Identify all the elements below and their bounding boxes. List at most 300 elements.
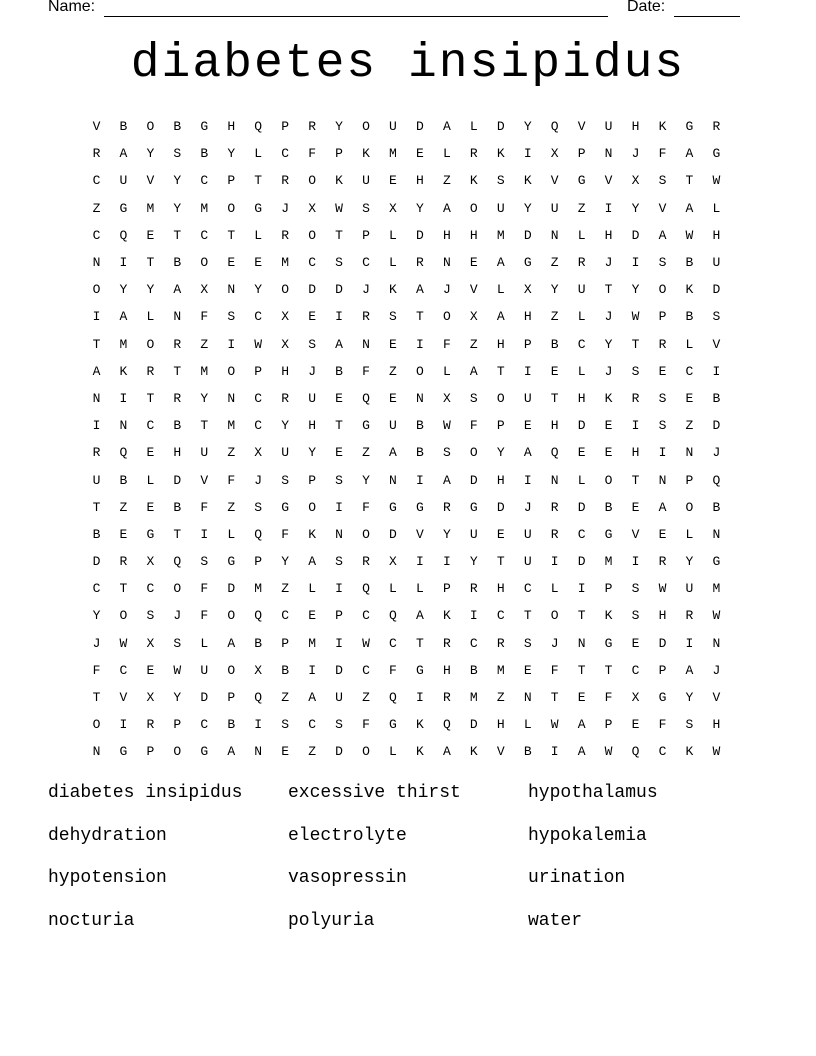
grid-cell[interactable]: H bbox=[308, 418, 316, 434]
grid-cell[interactable]: S bbox=[335, 472, 343, 488]
grid-cell[interactable]: I bbox=[550, 744, 559, 760]
grid-cell[interactable]: E bbox=[308, 309, 316, 325]
grid-cell[interactable]: D bbox=[712, 282, 721, 298]
grid-cell[interactable]: C bbox=[308, 717, 316, 733]
grid-cell[interactable]: G bbox=[416, 662, 424, 678]
grid-cell[interactable]: T bbox=[416, 635, 424, 651]
grid-cell[interactable]: B bbox=[200, 146, 209, 162]
grid-cell[interactable]: K bbox=[389, 282, 397, 298]
grid-cell[interactable]: Y bbox=[523, 200, 532, 216]
grid-cell[interactable]: N bbox=[577, 635, 586, 651]
grid-cell[interactable]: L bbox=[389, 581, 397, 597]
grid-cell[interactable]: T bbox=[173, 363, 182, 379]
grid-cell[interactable]: L bbox=[685, 336, 694, 352]
grid-cell[interactable]: D bbox=[335, 662, 343, 678]
grid-cell[interactable]: L bbox=[685, 526, 694, 542]
grid-cell[interactable]: D bbox=[631, 227, 640, 243]
grid-cell[interactable]: L bbox=[496, 282, 505, 298]
grid-cell[interactable]: K bbox=[442, 608, 451, 624]
grid-cell[interactable]: S bbox=[362, 200, 370, 216]
grid-cell[interactable]: G bbox=[281, 499, 290, 515]
grid-cell[interactable]: C bbox=[92, 227, 101, 243]
grid-cell[interactable]: N bbox=[416, 390, 424, 406]
grid-cell[interactable]: E bbox=[119, 526, 128, 542]
grid-cell[interactable]: W bbox=[604, 744, 613, 760]
grid-cell[interactable]: S bbox=[281, 717, 290, 733]
grid-cell[interactable]: Q bbox=[550, 445, 559, 461]
grid-cell[interactable]: X bbox=[389, 200, 397, 216]
grid-cell[interactable]: Z bbox=[227, 445, 236, 461]
grid-cell[interactable]: I bbox=[308, 662, 316, 678]
grid-cell[interactable]: L bbox=[712, 200, 721, 216]
grid-cell[interactable]: P bbox=[146, 744, 155, 760]
grid-cell[interactable]: U bbox=[308, 390, 316, 406]
grid-cell[interactable]: Y bbox=[173, 200, 182, 216]
grid-cell[interactable]: C bbox=[389, 635, 397, 651]
grid-cell[interactable]: J bbox=[604, 363, 613, 379]
grid-cell[interactable]: P bbox=[658, 662, 667, 678]
grid-cell[interactable]: G bbox=[577, 173, 586, 189]
grid-cell[interactable]: F bbox=[658, 717, 667, 733]
grid-cell[interactable]: D bbox=[200, 690, 209, 706]
grid-cell[interactable]: M bbox=[496, 227, 505, 243]
grid-cell[interactable]: A bbox=[416, 282, 424, 298]
grid-cell[interactable]: R bbox=[416, 255, 424, 271]
grid-cell[interactable]: D bbox=[389, 526, 397, 542]
grid-cell[interactable]: H bbox=[712, 227, 721, 243]
grid-cell[interactable]: Y bbox=[631, 282, 640, 298]
grid-cell[interactable]: P bbox=[308, 472, 316, 488]
grid-cell[interactable]: Z bbox=[362, 690, 370, 706]
grid-cell[interactable]: I bbox=[335, 309, 343, 325]
grid-cell[interactable]: U bbox=[200, 662, 209, 678]
grid-cell[interactable]: W bbox=[685, 227, 694, 243]
grid-cell[interactable]: X bbox=[200, 282, 209, 298]
grid-cell[interactable]: V bbox=[712, 336, 721, 352]
grid-cell[interactable]: I bbox=[92, 418, 101, 434]
grid-cell[interactable]: M bbox=[281, 255, 290, 271]
grid-cell[interactable]: N bbox=[712, 635, 721, 651]
grid-cell[interactable]: P bbox=[604, 717, 613, 733]
grid-cell[interactable]: D bbox=[308, 282, 316, 298]
grid-cell[interactable]: I bbox=[442, 554, 451, 570]
grid-cell[interactable]: W bbox=[335, 200, 343, 216]
grid-cell[interactable]: G bbox=[523, 255, 532, 271]
grid-cell[interactable]: B bbox=[281, 662, 290, 678]
grid-cell[interactable]: A bbox=[685, 200, 694, 216]
grid-cell[interactable]: Y bbox=[523, 119, 532, 135]
grid-cell[interactable]: K bbox=[685, 744, 694, 760]
grid-cell[interactable]: W bbox=[712, 608, 721, 624]
grid-cell[interactable]: C bbox=[362, 255, 370, 271]
grid-cell[interactable]: C bbox=[577, 336, 586, 352]
grid-cell[interactable]: W bbox=[631, 309, 640, 325]
grid-cell[interactable]: L bbox=[227, 526, 236, 542]
grid-cell[interactable]: T bbox=[146, 255, 155, 271]
grid-cell[interactable]: T bbox=[92, 690, 101, 706]
grid-cell[interactable]: Y bbox=[200, 390, 209, 406]
grid-cell[interactable]: O bbox=[362, 119, 370, 135]
grid-cell[interactable]: B bbox=[416, 445, 424, 461]
grid-cell[interactable]: H bbox=[550, 418, 559, 434]
grid-cell[interactable]: L bbox=[523, 717, 532, 733]
grid-cell[interactable]: B bbox=[173, 418, 182, 434]
grid-cell[interactable]: E bbox=[227, 255, 236, 271]
grid-cell[interactable]: T bbox=[227, 227, 236, 243]
grid-cell[interactable]: F bbox=[200, 581, 209, 597]
grid-cell[interactable]: V bbox=[469, 282, 478, 298]
grid-cell[interactable]: Z bbox=[442, 173, 451, 189]
grid-cell[interactable]: X bbox=[631, 690, 640, 706]
grid-cell[interactable]: R bbox=[469, 581, 478, 597]
grid-cell[interactable]: D bbox=[469, 472, 478, 488]
grid-cell[interactable]: T bbox=[416, 309, 424, 325]
grid-cell[interactable]: C bbox=[631, 662, 640, 678]
grid-cell[interactable]: V bbox=[604, 173, 613, 189]
grid-cell[interactable]: B bbox=[712, 499, 721, 515]
grid-cell[interactable]: P bbox=[577, 146, 586, 162]
grid-cell[interactable]: Z bbox=[200, 336, 209, 352]
grid-cell[interactable]: R bbox=[281, 390, 290, 406]
grid-cell[interactable]: W bbox=[550, 717, 559, 733]
grid-cell[interactable]: G bbox=[200, 744, 209, 760]
grid-cell[interactable]: C bbox=[308, 255, 316, 271]
grid-cell[interactable]: N bbox=[685, 445, 694, 461]
grid-cell[interactable]: O bbox=[362, 526, 370, 542]
grid-cell[interactable]: D bbox=[496, 119, 505, 135]
grid-cell[interactable]: N bbox=[92, 255, 101, 271]
grid-cell[interactable]: T bbox=[254, 173, 263, 189]
grid-cell[interactable]: L bbox=[577, 363, 586, 379]
grid-cell[interactable]: W bbox=[658, 581, 667, 597]
grid-cell[interactable]: X bbox=[308, 200, 316, 216]
grid-cell[interactable]: A bbox=[173, 282, 182, 298]
grid-cell[interactable]: C bbox=[523, 581, 532, 597]
grid-cell[interactable]: P bbox=[281, 635, 290, 651]
grid-cell[interactable]: Z bbox=[281, 581, 290, 597]
grid-cell[interactable]: H bbox=[496, 717, 505, 733]
grid-cell[interactable]: N bbox=[335, 526, 343, 542]
grid-cell[interactable]: L bbox=[442, 146, 451, 162]
grid-cell[interactable]: E bbox=[389, 173, 397, 189]
grid-cell[interactable]: G bbox=[604, 635, 613, 651]
grid-cell[interactable]: D bbox=[416, 119, 424, 135]
grid-cell[interactable]: E bbox=[577, 445, 586, 461]
grid-cell[interactable]: X bbox=[146, 554, 155, 570]
grid-cell[interactable]: S bbox=[442, 445, 451, 461]
grid-cell[interactable]: K bbox=[416, 744, 424, 760]
grid-cell[interactable]: G bbox=[362, 418, 370, 434]
grid-cell[interactable]: J bbox=[281, 200, 290, 216]
grid-cell[interactable]: G bbox=[146, 526, 155, 542]
grid-cell[interactable]: N bbox=[254, 744, 263, 760]
grid-cell[interactable]: O bbox=[227, 363, 236, 379]
grid-cell[interactable]: F bbox=[604, 690, 613, 706]
grid-cell[interactable]: Y bbox=[631, 200, 640, 216]
grid-cell[interactable]: I bbox=[658, 445, 667, 461]
grid-cell[interactable]: I bbox=[200, 526, 209, 542]
grid-cell[interactable]: T bbox=[92, 336, 101, 352]
grid-cell[interactable]: Z bbox=[550, 255, 559, 271]
grid-cell[interactable]: F bbox=[469, 418, 478, 434]
grid-cell[interactable]: R bbox=[469, 146, 478, 162]
grid-cell[interactable]: B bbox=[173, 119, 182, 135]
grid-cell[interactable]: B bbox=[604, 499, 613, 515]
grid-cell[interactable]: U bbox=[281, 445, 290, 461]
grid-cell[interactable]: Y bbox=[469, 554, 478, 570]
grid-cell[interactable]: S bbox=[146, 608, 155, 624]
grid-cell[interactable]: Q bbox=[550, 119, 559, 135]
grid-cell[interactable]: I bbox=[631, 418, 640, 434]
grid-cell[interactable]: T bbox=[550, 690, 559, 706]
grid-cell[interactable]: Z bbox=[389, 363, 397, 379]
grid-cell[interactable]: U bbox=[389, 119, 397, 135]
grid-cell[interactable]: L bbox=[550, 581, 559, 597]
grid-cell[interactable]: T bbox=[550, 390, 559, 406]
grid-cell[interactable]: M bbox=[119, 336, 128, 352]
grid-cell[interactable]: K bbox=[685, 282, 694, 298]
grid-cell[interactable]: A bbox=[577, 744, 586, 760]
grid-cell[interactable]: O bbox=[442, 309, 451, 325]
grid-cell[interactable]: B bbox=[416, 418, 424, 434]
grid-cell[interactable]: V bbox=[146, 173, 155, 189]
grid-cell[interactable]: F bbox=[362, 499, 370, 515]
grid-cell[interactable]: P bbox=[496, 418, 505, 434]
grid-cell[interactable]: P bbox=[281, 119, 290, 135]
grid-cell[interactable]: C bbox=[496, 608, 505, 624]
grid-cell[interactable]: V bbox=[92, 119, 101, 135]
grid-cell[interactable]: Y bbox=[173, 173, 182, 189]
grid-cell[interactable]: R bbox=[685, 608, 694, 624]
grid-cell[interactable]: F bbox=[200, 608, 209, 624]
grid-cell[interactable]: J bbox=[604, 309, 613, 325]
grid-cell[interactable]: R bbox=[92, 146, 101, 162]
grid-cell[interactable]: U bbox=[362, 173, 370, 189]
grid-cell[interactable]: E bbox=[604, 445, 613, 461]
grid-cell[interactable]: H bbox=[577, 390, 586, 406]
grid-cell[interactable]: P bbox=[173, 717, 182, 733]
grid-cell[interactable]: B bbox=[227, 717, 236, 733]
grid-cell[interactable]: F bbox=[92, 662, 101, 678]
grid-cell[interactable]: R bbox=[146, 363, 155, 379]
grid-cell[interactable]: G bbox=[389, 717, 397, 733]
grid-cell[interactable]: P bbox=[658, 309, 667, 325]
grid-cell[interactable]: H bbox=[416, 173, 424, 189]
grid-cell[interactable]: C bbox=[469, 635, 478, 651]
grid-cell[interactable]: H bbox=[227, 119, 236, 135]
grid-cell[interactable]: P bbox=[227, 690, 236, 706]
grid-cell[interactable]: J bbox=[92, 635, 101, 651]
grid-cell[interactable]: B bbox=[92, 526, 101, 542]
grid-cell[interactable]: S bbox=[469, 390, 478, 406]
grid-cell[interactable]: Y bbox=[281, 554, 290, 570]
grid-cell[interactable]: R bbox=[281, 227, 290, 243]
grid-cell[interactable]: S bbox=[227, 309, 236, 325]
grid-cell[interactable]: X bbox=[146, 635, 155, 651]
grid-cell[interactable]: G bbox=[658, 690, 667, 706]
grid-cell[interactable]: H bbox=[712, 717, 721, 733]
grid-cell[interactable]: H bbox=[631, 119, 640, 135]
grid-cell[interactable]: A bbox=[308, 690, 316, 706]
grid-cell[interactable]: E bbox=[335, 445, 343, 461]
grid-cell[interactable]: K bbox=[335, 173, 343, 189]
grid-cell[interactable]: L bbox=[254, 146, 263, 162]
grid-cell[interactable]: S bbox=[335, 717, 343, 733]
grid-cell[interactable]: A bbox=[442, 119, 451, 135]
grid-cell[interactable]: O bbox=[308, 173, 316, 189]
grid-cell[interactable]: C bbox=[281, 608, 290, 624]
grid-cell[interactable]: L bbox=[389, 744, 397, 760]
grid-cell[interactable]: B bbox=[685, 309, 694, 325]
grid-cell[interactable]: O bbox=[227, 200, 236, 216]
grid-cell[interactable]: W bbox=[442, 418, 451, 434]
grid-cell[interactable]: V bbox=[119, 690, 128, 706]
grid-cell[interactable]: G bbox=[469, 499, 478, 515]
grid-cell[interactable]: S bbox=[254, 499, 263, 515]
grid-cell[interactable]: L bbox=[442, 363, 451, 379]
grid-cell[interactable]: L bbox=[577, 309, 586, 325]
grid-cell[interactable]: F bbox=[389, 662, 397, 678]
grid-cell[interactable]: J bbox=[254, 472, 263, 488]
grid-cell[interactable]: P bbox=[227, 173, 236, 189]
grid-cell[interactable]: M bbox=[308, 635, 316, 651]
grid-cell[interactable]: O bbox=[92, 282, 101, 298]
grid-cell[interactable]: S bbox=[200, 554, 209, 570]
grid-cell[interactable]: Z bbox=[550, 309, 559, 325]
grid-cell[interactable]: Q bbox=[254, 526, 263, 542]
grid-cell[interactable]: E bbox=[631, 635, 640, 651]
grid-cell[interactable]: Z bbox=[496, 690, 505, 706]
grid-cell[interactable]: I bbox=[254, 717, 263, 733]
grid-cell[interactable]: Q bbox=[442, 717, 451, 733]
grid-cell[interactable]: X bbox=[442, 390, 451, 406]
grid-cell[interactable]: M bbox=[712, 581, 721, 597]
grid-cell[interactable]: H bbox=[658, 608, 667, 624]
grid-cell[interactable]: S bbox=[712, 309, 721, 325]
grid-cell[interactable]: S bbox=[658, 173, 667, 189]
grid-cell[interactable]: F bbox=[200, 309, 209, 325]
name-blank-line[interactable] bbox=[104, 16, 608, 17]
grid-cell[interactable]: D bbox=[496, 499, 505, 515]
grid-cell[interactable]: I bbox=[631, 255, 640, 271]
grid-cell[interactable]: A bbox=[496, 255, 505, 271]
grid-cell[interactable]: S bbox=[389, 309, 397, 325]
grid-cell[interactable]: D bbox=[173, 472, 182, 488]
grid-cell[interactable]: E bbox=[146, 445, 155, 461]
grid-cell[interactable]: N bbox=[227, 282, 236, 298]
grid-cell[interactable]: M bbox=[200, 200, 209, 216]
grid-cell[interactable]: S bbox=[335, 255, 343, 271]
grid-cell[interactable]: U bbox=[550, 200, 559, 216]
grid-cell[interactable]: O bbox=[658, 282, 667, 298]
grid-cell[interactable]: Y bbox=[227, 146, 236, 162]
grid-cell[interactable]: I bbox=[119, 390, 128, 406]
grid-cell[interactable]: I bbox=[227, 336, 236, 352]
grid-cell[interactable]: U bbox=[92, 472, 101, 488]
grid-cell[interactable]: I bbox=[416, 472, 424, 488]
grid-cell[interactable]: R bbox=[550, 499, 559, 515]
grid-cell[interactable]: K bbox=[523, 173, 532, 189]
grid-cell[interactable]: E bbox=[389, 390, 397, 406]
grid-cell[interactable]: B bbox=[685, 255, 694, 271]
grid-cell[interactable]: B bbox=[335, 363, 343, 379]
grid-cell[interactable]: D bbox=[335, 744, 343, 760]
grid-cell[interactable]: L bbox=[308, 581, 316, 597]
grid-cell[interactable]: I bbox=[577, 581, 586, 597]
grid-cell[interactable]: E bbox=[658, 526, 667, 542]
date-blank-line[interactable] bbox=[674, 16, 740, 17]
grid-cell[interactable]: X bbox=[550, 146, 559, 162]
letter-grid[interactable] bbox=[83, 113, 733, 766]
grid-cell[interactable]: D bbox=[92, 554, 101, 570]
grid-cell[interactable]: H bbox=[281, 363, 290, 379]
grid-cell[interactable]: L bbox=[389, 227, 397, 243]
grid-cell[interactable]: V bbox=[577, 119, 586, 135]
grid-cell[interactable]: M bbox=[496, 662, 505, 678]
grid-cell[interactable]: K bbox=[469, 173, 478, 189]
grid-cell[interactable]: Y bbox=[119, 282, 128, 298]
grid-cell[interactable]: V bbox=[416, 526, 424, 542]
grid-cell[interactable]: R bbox=[281, 173, 290, 189]
grid-cell[interactable]: Q bbox=[173, 554, 182, 570]
grid-cell[interactable]: A bbox=[119, 309, 128, 325]
grid-cell[interactable]: U bbox=[389, 418, 397, 434]
grid-cell[interactable]: M bbox=[254, 581, 263, 597]
grid-cell[interactable]: N bbox=[92, 390, 101, 406]
grid-cell[interactable]: N bbox=[712, 526, 721, 542]
grid-cell[interactable]: B bbox=[712, 390, 721, 406]
grid-cell[interactable]: I bbox=[335, 499, 343, 515]
grid-cell[interactable]: J bbox=[308, 363, 316, 379]
grid-cell[interactable]: E bbox=[658, 363, 667, 379]
grid-cell[interactable]: P bbox=[685, 472, 694, 488]
grid-cell[interactable]: S bbox=[631, 363, 640, 379]
grid-cell[interactable]: R bbox=[308, 119, 316, 135]
grid-cell[interactable]: U bbox=[604, 119, 613, 135]
grid-cell[interactable]: Z bbox=[362, 445, 370, 461]
grid-cell[interactable]: D bbox=[469, 717, 478, 733]
grid-cell[interactable]: R bbox=[712, 119, 721, 135]
grid-cell[interactable]: B bbox=[119, 472, 128, 488]
grid-cell[interactable]: H bbox=[442, 662, 451, 678]
grid-cell[interactable]: C bbox=[281, 146, 290, 162]
grid-cell[interactable]: N bbox=[658, 472, 667, 488]
grid-cell[interactable]: R bbox=[631, 390, 640, 406]
grid-cell[interactable]: F bbox=[227, 472, 236, 488]
grid-cell[interactable]: P bbox=[335, 146, 343, 162]
grid-cell[interactable]: K bbox=[469, 744, 478, 760]
grid-cell[interactable]: Y bbox=[496, 445, 505, 461]
grid-cell[interactable]: C bbox=[200, 227, 209, 243]
grid-cell[interactable]: E bbox=[523, 418, 532, 434]
grid-cell[interactable]: D bbox=[658, 635, 667, 651]
grid-cell[interactable]: O bbox=[469, 445, 478, 461]
grid-cell[interactable]: E bbox=[254, 255, 263, 271]
grid-cell[interactable]: E bbox=[389, 336, 397, 352]
grid-cell[interactable]: P bbox=[362, 227, 370, 243]
grid-cell[interactable]: L bbox=[146, 309, 155, 325]
grid-cell[interactable]: C bbox=[92, 173, 101, 189]
grid-cell[interactable]: Z bbox=[577, 200, 586, 216]
grid-cell[interactable]: J bbox=[523, 499, 532, 515]
grid-cell[interactable]: W bbox=[712, 173, 721, 189]
grid-cell[interactable]: E bbox=[146, 499, 155, 515]
grid-cell[interactable]: M bbox=[146, 200, 155, 216]
grid-cell[interactable]: L bbox=[200, 635, 209, 651]
grid-cell[interactable]: B bbox=[550, 336, 559, 352]
grid-cell[interactable]: Q bbox=[119, 227, 128, 243]
grid-cell[interactable]: C bbox=[362, 662, 370, 678]
